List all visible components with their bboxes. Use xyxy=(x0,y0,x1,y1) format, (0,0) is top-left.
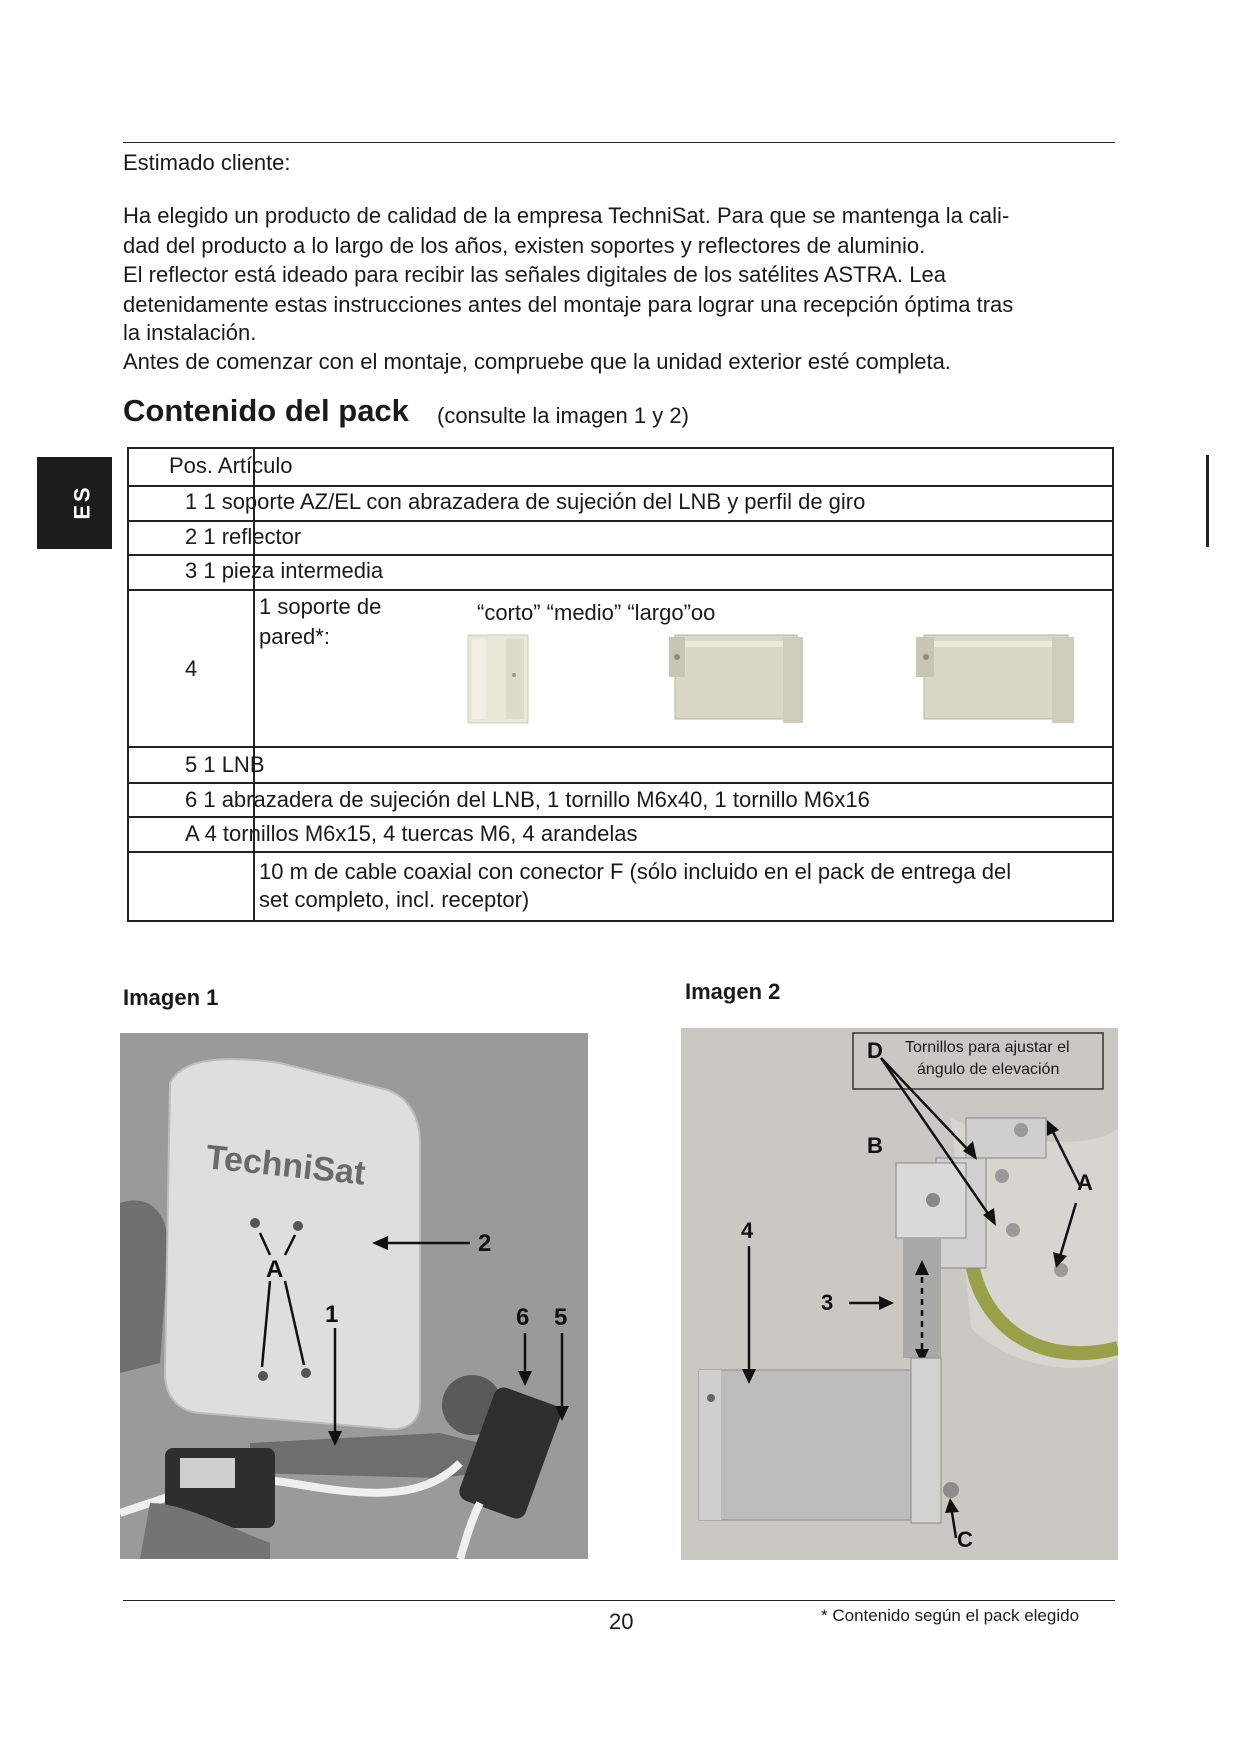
figure2-label-c: C xyxy=(957,1527,973,1552)
figure2-label-b: B xyxy=(867,1133,883,1158)
language-tab-label: ES xyxy=(69,484,95,520)
cable-line-1: 10 m de cable coaxial con conector F (sólo incluido en el pack de entrega del xyxy=(259,859,1012,884)
section-title: Contenido del pack xyxy=(123,393,409,428)
figure2-label-a: A xyxy=(1077,1170,1093,1195)
contents-table xyxy=(127,447,1114,922)
svg-text:TechniSat: TechniSat xyxy=(204,1138,368,1193)
figure1-illustration xyxy=(120,1033,588,1559)
table-row: 6 1 abrazadera de sujeción del LNB, 1 tornillo M6x40, 1 tornillo M6x16 xyxy=(185,787,870,812)
figure1-title: Imagen 1 xyxy=(123,985,219,1010)
table-row: 3 1 pieza intermedia xyxy=(185,558,384,583)
wall-bracket-long-image xyxy=(912,627,1078,727)
table-row-divider xyxy=(129,520,1112,522)
figure1-label-a: A xyxy=(266,1256,284,1283)
table-row: 5 1 LNB xyxy=(185,752,265,777)
intro-line-2: dad del producto a lo largo de los años, existen soportes y reflectores de aluminio. xyxy=(123,233,926,258)
row4-item-line2: pared*: xyxy=(259,624,330,649)
table-row-divider xyxy=(129,782,1112,784)
bottom-rule xyxy=(123,1600,1115,1601)
figure2-legend-line2: ángulo de elevación xyxy=(917,1061,1060,1078)
figure2-photo xyxy=(681,1028,1118,1560)
figure1-label-5: 5 xyxy=(554,1304,568,1331)
cable-line-2: set completo, incl. receptor) xyxy=(259,887,530,912)
intro-line-5: la instalación. xyxy=(123,320,257,345)
page-number: 20 xyxy=(609,1609,634,1634)
intro-line-4: detenidamente estas instrucciones antes del montaje para lograr una recepción óptima tras xyxy=(123,292,1014,317)
section-reference: (consulte la imagen 1 y 2) xyxy=(437,403,689,428)
figure1-photo xyxy=(120,1033,588,1559)
figure2-legend-letter: D xyxy=(867,1038,883,1063)
figure1-label-6: 6 xyxy=(516,1304,530,1331)
figure2-title: Imagen 2 xyxy=(685,979,781,1004)
row4-item-line1: 1 soporte de xyxy=(259,594,382,619)
intro-line-1: Ha elegido un producto de calidad de la empresa TechniSat. Para que se mantenga la cali- xyxy=(123,203,1010,228)
figure2-label-4: 4 xyxy=(741,1218,754,1243)
table-header: Pos. Artículo xyxy=(169,453,293,478)
table-row: A 4 tornillos M6x15, 4 tuercas M6, 4 arandelas xyxy=(185,821,638,846)
wall-bracket-short-image xyxy=(466,631,532,727)
footnote: * Contenido según el pack elegido xyxy=(821,1606,1080,1625)
right-margin-marker xyxy=(1206,455,1209,547)
table-row-divider xyxy=(129,816,1112,818)
intro-line-3: El reflector está ideado para recibir las señales digitales de los satélites ASTRA. Lea xyxy=(123,262,946,287)
table-row: 1 1 soporte AZ/EL con abrazadera de sujeción del LNB y perfil de giro xyxy=(185,489,866,514)
figure1-label-2: 2 xyxy=(478,1230,492,1257)
figure1-label-1: 1 xyxy=(325,1301,339,1328)
figure2-legend-line1: Tornillos para ajustar el xyxy=(905,1039,1070,1056)
greeting: Estimado cliente: xyxy=(123,150,291,175)
language-tab xyxy=(37,457,112,549)
table-row-divider xyxy=(129,746,1112,748)
table-row-divider xyxy=(129,851,1112,853)
wall-bracket-medium-image xyxy=(665,627,807,727)
row4-variants: “corto” “medio” “largo”oo xyxy=(477,600,716,625)
table-row-divider xyxy=(129,485,1112,487)
figure2-label-3: 3 xyxy=(821,1290,834,1315)
top-rule xyxy=(123,142,1115,143)
table-row: 2 1 reflector xyxy=(185,524,302,549)
row4-position: 4 xyxy=(185,656,198,681)
figure2-illustration xyxy=(681,1028,1118,1560)
table-row-divider xyxy=(129,554,1112,556)
intro-line-6: Antes de comenzar con el montaje, compruebe que la unidad exterior esté completa. xyxy=(123,349,951,374)
table-row-divider xyxy=(129,589,1112,591)
